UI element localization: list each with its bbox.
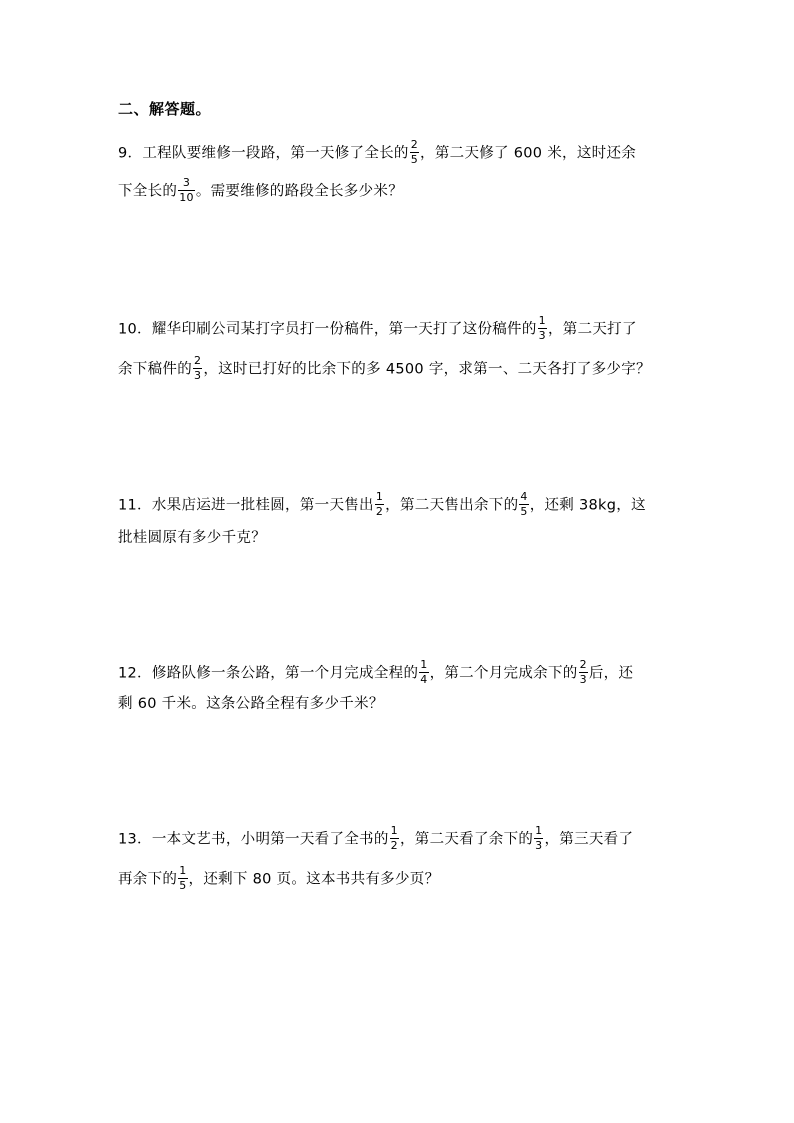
problem-text: ，这时已打好的比余下的多 4500 字，求第一、二天各打了多少字？ (203, 361, 651, 378)
problem-line (118, 178, 403, 205)
problem-text: ，第二个月完成余下的 (429, 665, 578, 682)
fraction-denominator: 2 (390, 839, 398, 852)
fraction-denominator: 3 (194, 369, 202, 382)
fraction (519, 491, 528, 518)
fraction-numerator: 1 (538, 314, 546, 327)
fraction (178, 865, 187, 892)
fraction (410, 139, 419, 166)
problem-line (118, 356, 651, 383)
fraction (178, 177, 195, 204)
problem-text: 下全长的 (118, 183, 178, 200)
fraction-numerator: 1 (420, 658, 428, 671)
problem-text: 批桂圆原有多少千克？ (118, 530, 266, 546)
fraction-numerator: 1 (179, 864, 187, 877)
fraction-denominator: 2 (375, 505, 384, 518)
problem-text: 13．一本文艺书，小明第一天看了全书的 (118, 831, 389, 848)
fraction-numerator: 1 (390, 824, 398, 837)
fraction-numerator: 2 (194, 354, 202, 367)
fraction-numerator: 1 (535, 824, 543, 837)
problem-text: 12．修路队修一条公路，第一个月完成全程的 (118, 665, 419, 682)
problem-line (118, 528, 266, 548)
fraction-denominator: 3 (579, 673, 587, 686)
section-title: 二、解答题。 (118, 100, 212, 118)
fraction-denominator: 10 (179, 191, 194, 204)
fraction-numerator: 2 (410, 138, 419, 151)
fraction-numerator: 3 (178, 177, 195, 191)
problem-text: ，还剩下 80 页。这本书共有多少页？ (188, 871, 440, 888)
fraction-denominator: 3 (538, 329, 546, 342)
fraction-denominator: 5 (520, 505, 528, 518)
problem-text: 剩 60 千米。这条公路全程有多少千米？ (118, 696, 384, 712)
fraction-denominator: 5 (179, 879, 187, 892)
fraction (579, 659, 588, 686)
problem-line (118, 694, 384, 714)
fraction (375, 491, 384, 518)
fraction (534, 825, 543, 852)
problem-text: 再余下的 (118, 871, 178, 888)
fraction-numerator: 1 (375, 490, 384, 503)
fraction-numerator: 4 (520, 490, 528, 503)
problem-text: ，第二天打了 (547, 321, 637, 338)
fraction-denominator: 5 (410, 153, 419, 166)
problem-line (118, 492, 646, 519)
fraction-numerator: 2 (579, 658, 587, 671)
fraction (193, 355, 202, 382)
fraction-denominator: 4 (420, 673, 428, 686)
problem-line (118, 316, 637, 343)
problem-text: 后，还 (588, 665, 634, 682)
problem-text: 9．工程队要维修一段路，第一天修了全长的 (118, 145, 409, 162)
problem-text: 。需要维修的路段全长多少米？ (195, 183, 404, 200)
fraction (538, 315, 547, 342)
problem-text: ，第二天修了 600 米，这时还余 (420, 145, 637, 162)
fraction (390, 825, 399, 852)
problem-text: 余下稿件的 (118, 361, 192, 378)
problem-text: ，第二天售出余下的 (385, 497, 519, 514)
problem-line (118, 140, 636, 167)
problem-line (118, 660, 633, 687)
problem-text: ，第二天看了余下的 (399, 831, 534, 848)
problem-text: 11．水果店运进一批桂圆，第一天售出 (118, 497, 374, 514)
fraction-denominator: 3 (535, 839, 543, 852)
problem-text: ，第三天看了 (544, 831, 634, 848)
problem-text: 10．耀华印刷公司某打字员打一份稿件，第一天打了这份稿件的 (118, 321, 537, 338)
problem-line (118, 866, 439, 893)
problem-line (118, 826, 633, 853)
fraction (419, 659, 428, 686)
problem-text: ，还剩 38kg，这 (529, 497, 646, 514)
